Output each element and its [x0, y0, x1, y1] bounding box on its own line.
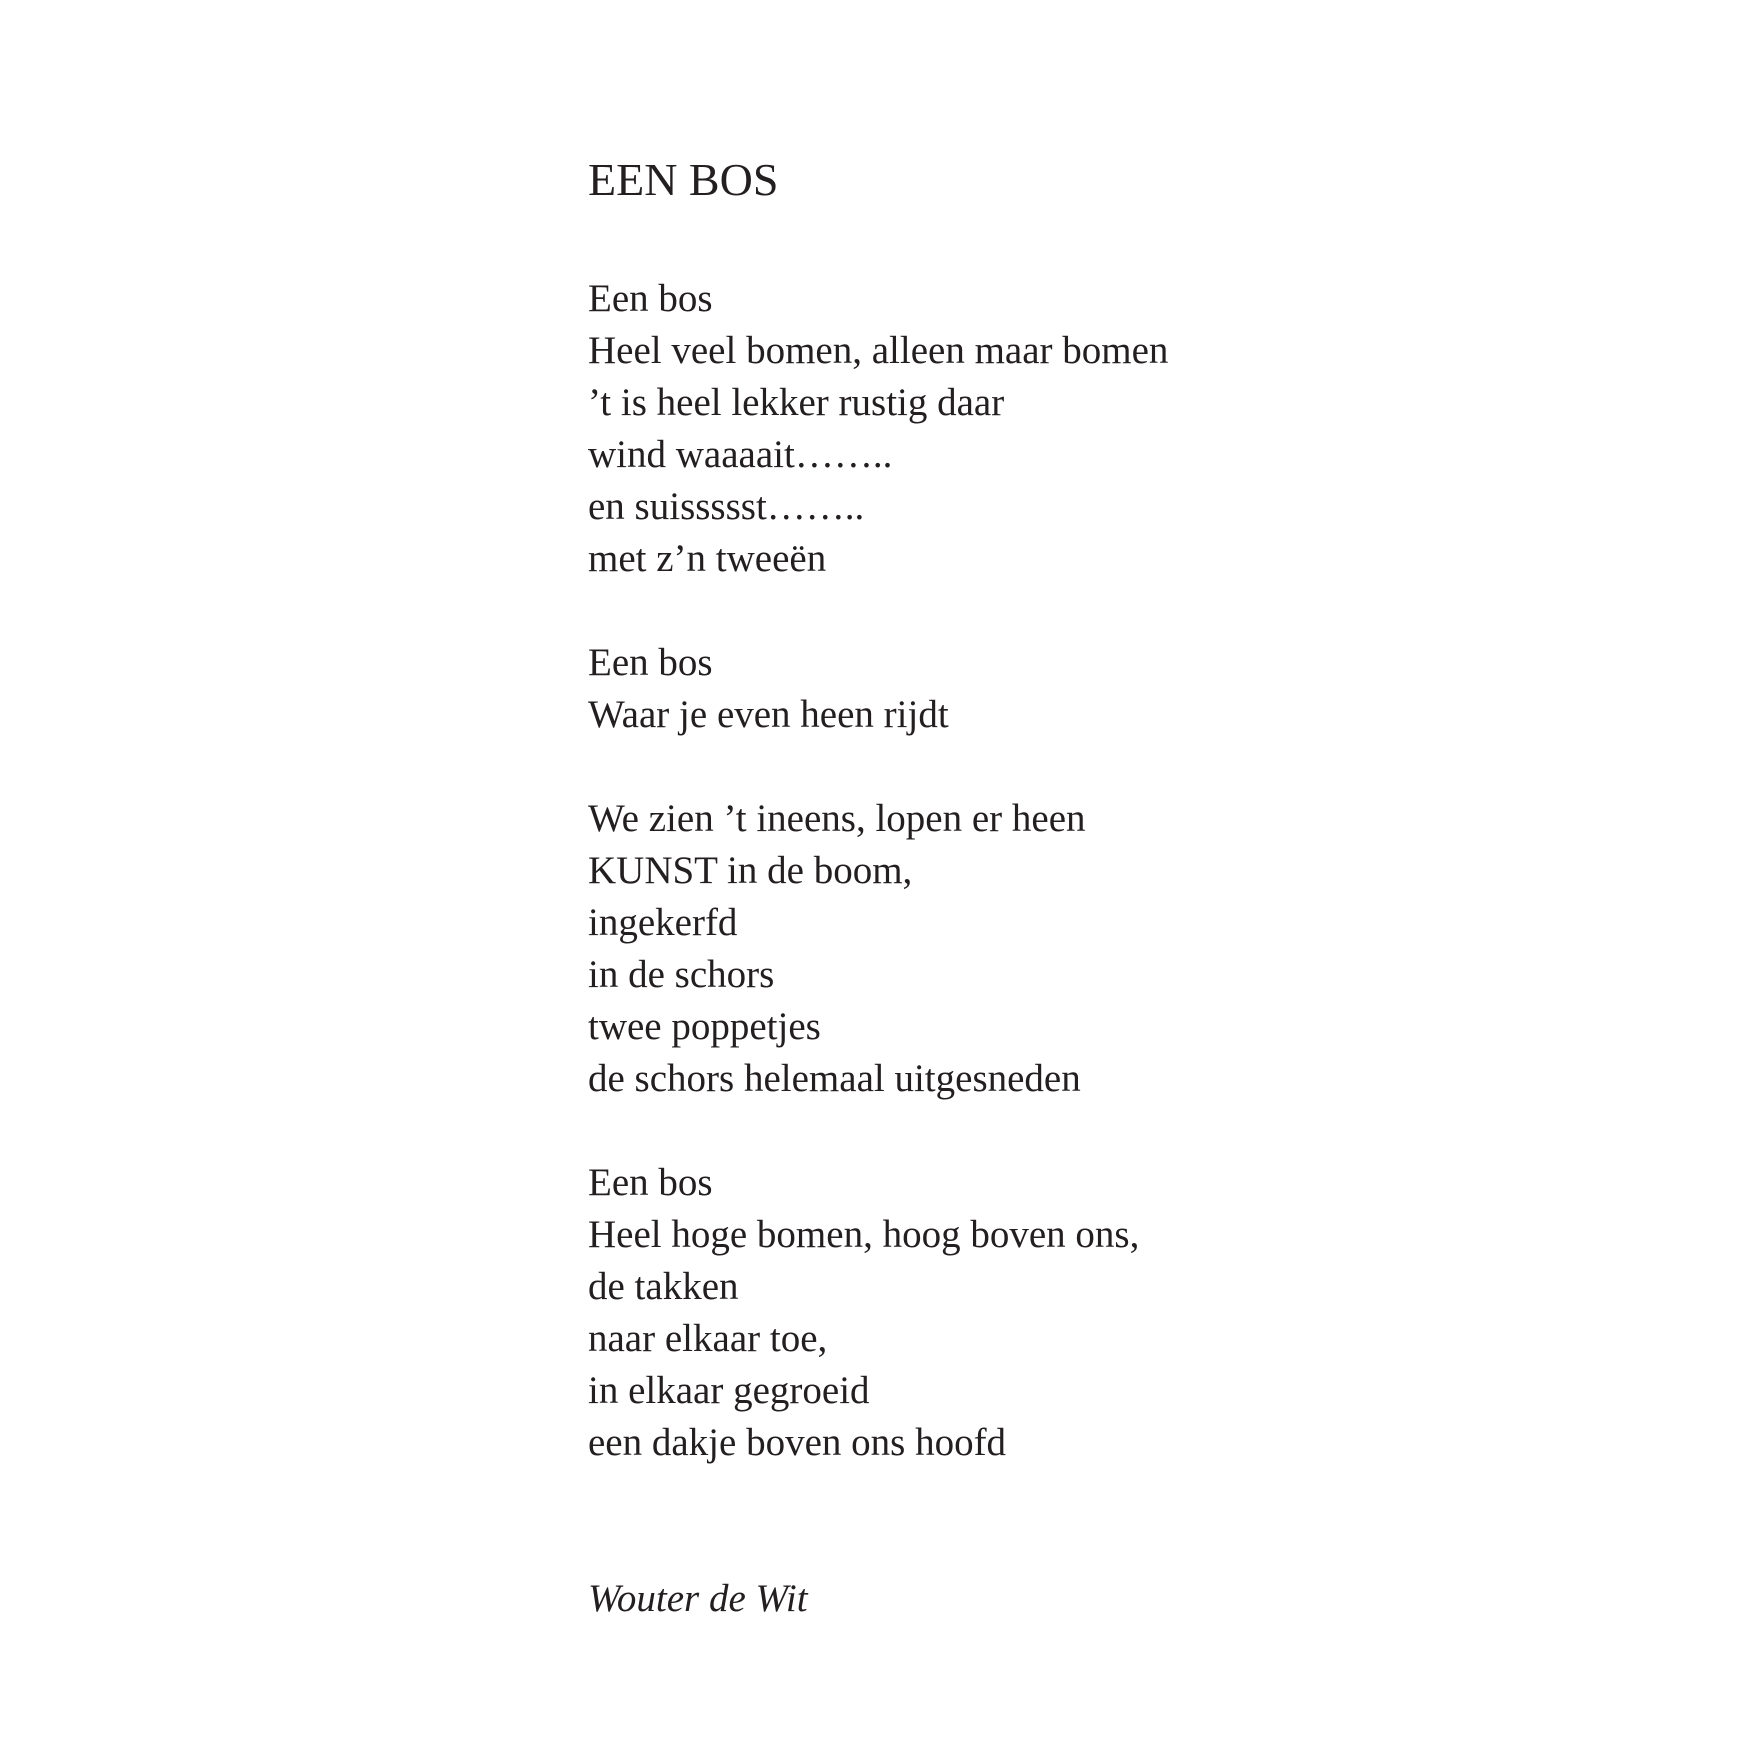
poem-line: Waar je even heen rijdt [588, 693, 949, 736]
poem-title: EEN BOS [588, 154, 779, 205]
stanza-3 [588, 793, 1588, 1105]
poem-line: in elkaar gegroeid [588, 1369, 870, 1412]
poem-line: en suissssst…….. [588, 485, 865, 528]
poem-line: wind waaaait…….. [588, 433, 893, 476]
poem-line: twee poppetjes [588, 1005, 821, 1048]
poem-line: de schors helemaal uitgesneden [588, 1057, 1081, 1100]
stanza-4 [588, 1157, 1588, 1469]
poem-line: KUNST in de boom, [588, 849, 913, 892]
stanza-1 [588, 273, 1588, 585]
poem-line: met z’n tweeën [588, 537, 827, 580]
poem-line: de takken [588, 1265, 739, 1308]
poem [588, 148, 1588, 1625]
poem-line: Een bos [588, 277, 713, 320]
poem-line: Een bos [588, 1161, 713, 1204]
poem-line: We zien ’t ineens, lopen er heen [588, 797, 1086, 840]
poem-line: Heel veel bomen, alleen maar bomen [588, 329, 1169, 372]
poem-line: naar elkaar toe, [588, 1317, 828, 1360]
poem-line: in de schors [588, 953, 775, 996]
poem-line: een dakje boven ons hoofd [588, 1421, 1007, 1464]
poem-line: Een bos [588, 641, 713, 684]
poem-line: ’t is heel lekker rustig daar [588, 381, 1005, 424]
stanza-2 [588, 637, 1588, 741]
poem-author: Wouter de Wit [588, 1577, 808, 1620]
poem-line: ingekerfd [588, 901, 738, 944]
poem-line: Heel hoge bomen, hoog boven ons, [588, 1213, 1140, 1256]
